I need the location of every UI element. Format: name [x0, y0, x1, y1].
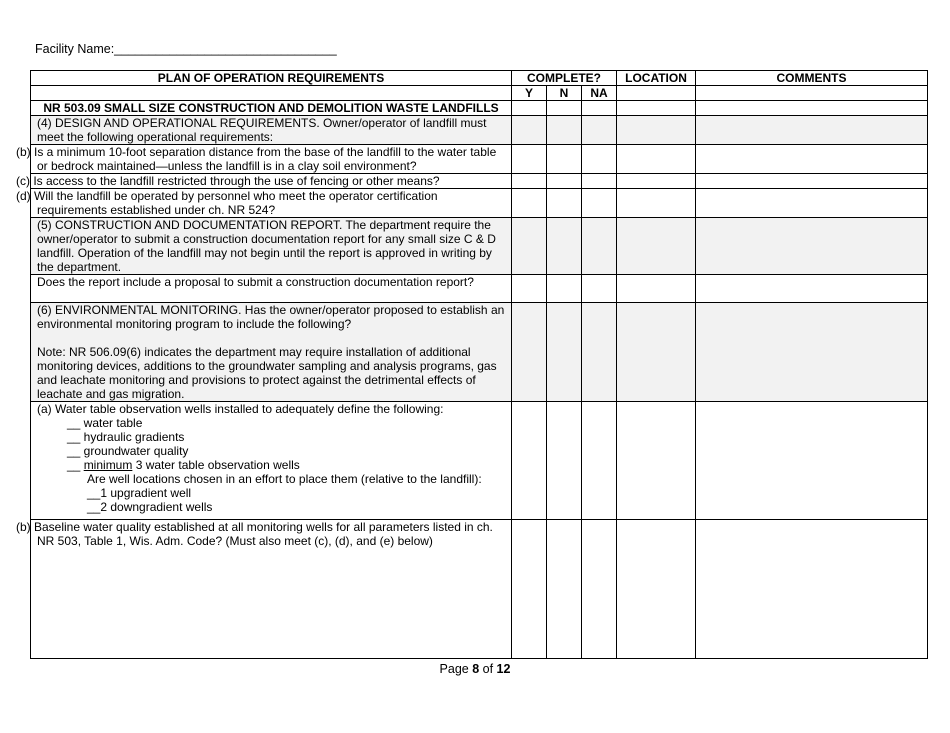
- page-footer: Page 8 of 12: [439, 662, 511, 676]
- na-header: NA: [582, 86, 617, 101]
- facility-name-label: Facility Name:________________________________: [35, 42, 337, 56]
- requirement-6b-text: (b) Baseline water quality established at all monitoring wells for all parameters listed in ch. NR 503, Table 1, Wis. Adm. Code? (Must also meet (c), (d), and (e) below): [31, 520, 512, 659]
- requirement-6-cell: [31, 303, 512, 402]
- checklist-item: __ minimum 3 water table observation wells: [67, 458, 300, 472]
- table-row: [31, 116, 928, 145]
- table-row: [31, 145, 928, 174]
- requirement-4b-text: (b) Is a minimum 10-foot separation distance from the base of the landfill to the water table or bedrock maintained—unless the landfill is in a clay soil environment?: [31, 145, 512, 174]
- well-location-question: Are well locations chosen in an effort to place them (relative to the landfill):: [87, 472, 482, 486]
- requirements-header: PLAN OF OPERATION REQUIREMENTS: [31, 71, 512, 86]
- requirement-6a-intro: (a) Water table observation wells installed to adequately define the following:: [37, 402, 444, 416]
- table-row: [31, 520, 928, 659]
- no-header: N: [547, 86, 582, 101]
- requirement-6-text: (6) ENVIRONMENTAL MONITORING. Has the owner/operator proposed to establish an environmental monitoring program to include the following?: [37, 303, 505, 331]
- location-header: LOCATION: [617, 71, 696, 86]
- requirement-5-text: (5) CONSTRUCTION AND DOCUMENTATION REPORT. The department require the owner/operator to submit a construction documentation report for any small size C & D landfill. Operation of the landfill may not begin until the report is approved in writing by the department.: [31, 218, 512, 275]
- table-row: [31, 402, 928, 520]
- page-total: 12: [496, 662, 511, 676]
- requirements-table: [16, 70, 928, 659]
- checklist-item: __1 upgradient well: [87, 486, 192, 500]
- checklist-item: __ hydraulic gradients: [67, 430, 185, 444]
- checklist-item: __ groundwater quality: [67, 444, 189, 458]
- requirement-6-note: Note: NR 506.09(6) indicates the department may require installation of additional monitoring devices, additions to the groundwater sampling and analysis programs, gas and leachate monitoring and provisions to protect against the detrimental effects of leachate and gas migration.: [37, 345, 497, 401]
- section-title: NR 503.09 SMALL SIZE CONSTRUCTION AND DEMOLITION WASTE LANDFILLS: [31, 101, 512, 116]
- table-row: [31, 189, 928, 218]
- comments-header: COMMENTS: [696, 71, 928, 86]
- yes-header: Y: [512, 86, 547, 101]
- report-question-text: Does the report include a proposal to submit a construction documentation report?: [31, 275, 512, 303]
- requirement-4d-text: (d) Will the landfill be operated by personnel who meet the operator certification requirements established under ch. NR 524?: [31, 189, 512, 218]
- table-row: [31, 303, 928, 402]
- subheader-row: [31, 86, 928, 101]
- checklist-item: __2 downgradient wells: [87, 500, 213, 514]
- requirement-4-text: (4) DESIGN AND OPERATIONAL REQUIREMENTS. Owner/operator of landfill must meet the following operational requirements:: [31, 116, 512, 145]
- complete-header: COMPLETE?: [512, 71, 617, 86]
- checklist-item: __ water table: [67, 416, 143, 430]
- table-row: [31, 174, 928, 189]
- page-number: 8: [472, 662, 480, 676]
- section-row: [31, 101, 928, 116]
- table-row: [31, 275, 928, 303]
- header-row: [31, 71, 928, 86]
- requirement-6a-cell: [31, 402, 512, 520]
- table-row: [31, 218, 928, 275]
- requirement-4c-text: (c) Is access to the landfill restricted through the use of fencing or other means?: [31, 174, 512, 189]
